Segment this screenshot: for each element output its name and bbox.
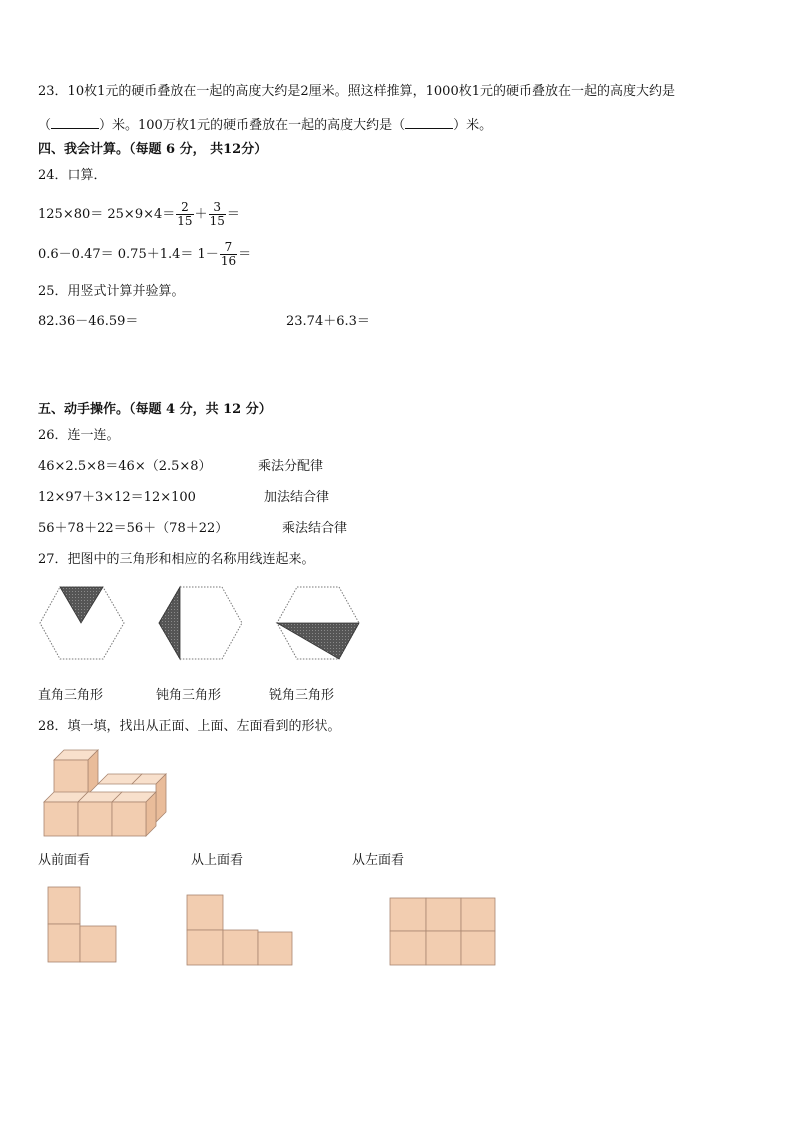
front-view-square <box>48 924 80 962</box>
top-view-square <box>223 930 258 965</box>
front-view-square <box>80 926 116 962</box>
q24-r1-eq: ＝ <box>226 207 240 222</box>
q28-view-top-label: 从上面看 <box>191 853 244 868</box>
frac-den: 15 <box>177 214 193 228</box>
left-view-square <box>426 898 461 931</box>
left-view-square <box>390 898 426 931</box>
section5-heading: 五、动手操作。（每题 4 分，共 12 分） <box>38 402 272 417</box>
q24-title: 24．口算． <box>38 168 107 183</box>
frac-num: 7 <box>220 241 237 255</box>
q28-view-left-label: 从左面看 <box>352 853 405 868</box>
q24-r1-plus: ＋ <box>194 207 208 222</box>
q26-right-1: 乘法分配律 <box>258 459 324 474</box>
front-view-square <box>48 887 80 924</box>
q25-title: 25．用竖式计算并验算。 <box>38 284 185 299</box>
left-view-square <box>426 931 461 965</box>
q24-r2-eq: ＝ <box>238 247 252 262</box>
q27-name-3: 锐角三角形 <box>269 688 335 703</box>
q26-right-2: 加法结合律 <box>264 490 330 505</box>
q27-title: 27．把图中的三角形和相应的名称用线连起来。 <box>38 552 315 567</box>
q24-r2-a: 0.6－0.47＝ <box>38 247 114 262</box>
q28-title: 28．填一填，找出从正面、上面、左面看到的形状。 <box>38 719 341 734</box>
top-view-square <box>187 895 223 930</box>
q24-r2-c: 1－ <box>197 247 219 262</box>
q23-mid: ）米。100万枚1元的硬币叠放在一起的高度大约是（ <box>99 118 406 133</box>
top-view-square <box>187 930 223 965</box>
section4-heading: 四、我会计算。（每题 6 分， 共12分） <box>38 142 268 157</box>
q26-left-2: 12×97＋3×12＝12×100 <box>38 490 196 505</box>
q26-left-1: 46×2.5×8＝46×（2.5×8） <box>38 459 212 474</box>
left-view-square <box>461 898 495 931</box>
q23-line1: 23．10枚1元的硬币叠放在一起的高度大约是2厘米。照这样推算，1000枚1元的硬币叠放在一起的高度大约是 <box>38 84 675 99</box>
q24-r1-a: 125×80＝ <box>38 207 104 222</box>
top-view-square <box>258 932 292 965</box>
q28-view-front-label: 从前面看 <box>38 853 91 868</box>
q23-open: （ <box>38 118 52 133</box>
q27-name-1: 直角三角形 <box>38 688 104 703</box>
q25-a: 82.36－46.59＝ <box>38 314 139 329</box>
frac-num: 2 <box>176 201 193 215</box>
left-view-square <box>390 931 426 965</box>
frac-den: 15 <box>209 214 225 228</box>
q26-right-3: 乘法结合律 <box>282 521 348 536</box>
q24-r1-b: 25×9×4＝ <box>107 207 176 222</box>
q26-title: 26．连一连。 <box>38 428 120 443</box>
frac-den: 16 <box>220 254 237 268</box>
q27-name-2: 钝角三角形 <box>156 688 222 703</box>
q25-b: 23.74＋6.3＝ <box>286 314 370 329</box>
q24-r2-b: 0.75＋1.4＝ <box>117 247 194 262</box>
q23-end: ）米。 <box>453 118 493 133</box>
frac-num: 3 <box>209 201 226 215</box>
q26-left-3: 56＋78＋22＝56＋（78＋22） <box>38 521 229 536</box>
left-view-square <box>461 931 495 965</box>
